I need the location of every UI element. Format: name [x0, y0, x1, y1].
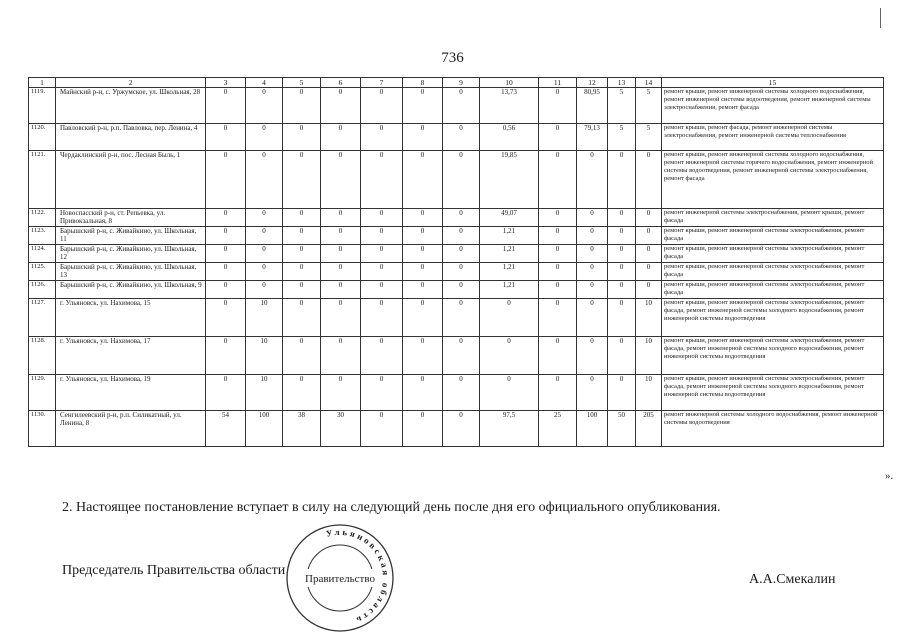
header-cell: 7 [361, 78, 403, 88]
value-cell: 0 [403, 88, 443, 124]
value-cell: 5 [636, 88, 662, 124]
table-row [29, 263, 884, 281]
value-cell: 1,21 [480, 263, 539, 281]
value-cell: 0 [403, 263, 443, 281]
value-cell: 13,73 [480, 88, 539, 124]
address-cell: Чердаклинский р-н, пос. Лесная Быль, 1 [56, 151, 206, 209]
value-cell: 0 [443, 411, 480, 447]
address-cell: г. Ульяновск, ул. Нахимова, 19 [56, 375, 206, 411]
value-cell: 0 [608, 375, 636, 411]
value-cell: 0 [283, 151, 321, 209]
value-cell: 0 [636, 151, 662, 209]
value-cell: 0 [283, 263, 321, 281]
works-cell: ремонт инженерной системы холодного водоснабжения, ремонт инженерной системы водоотведения [662, 411, 884, 447]
value-cell: 25 [539, 411, 577, 447]
value-cell: 0 [403, 411, 443, 447]
value-cell: 0 [539, 281, 577, 299]
row-index: 1128. [29, 337, 56, 375]
header-cell: 3 [206, 78, 246, 88]
value-cell: 0 [539, 124, 577, 151]
value-cell: 0 [608, 151, 636, 209]
table-row [29, 281, 884, 299]
works-cell: ремонт крыши, ремонт фасада, ремонт инженерной системы электроснабжения, ремонт инженерной системы теплоснабжения [662, 124, 884, 151]
row-index: 1119. [29, 88, 56, 124]
address-cell: Сенгилеевский р-н, р.п. Силикатный, ул. Ленина, 8 [56, 411, 206, 447]
header-cell: 8 [403, 78, 443, 88]
value-cell: 0 [577, 227, 608, 245]
address-cell: Барышский р-н, с. Живайкино, ул. Школьная, 9 [56, 281, 206, 299]
value-cell: 79,13 [577, 124, 608, 151]
header-cell: 2 [56, 78, 206, 88]
works-cell: ремонт крыши, ремонт инженерной системы электроснабжения, ремонт фасада [662, 263, 884, 281]
row-index: 1125. [29, 263, 56, 281]
value-cell: 0 [206, 263, 246, 281]
value-cell: 0 [321, 263, 361, 281]
value-cell: 0 [361, 245, 403, 263]
closing-quote: ». [885, 470, 894, 482]
table-row [29, 411, 884, 447]
value-cell: 19,85 [480, 151, 539, 209]
value-cell: 0 [321, 245, 361, 263]
value-cell: 0 [539, 245, 577, 263]
value-cell: 0 [246, 227, 283, 245]
address-cell: Барышский р-н, с. Живайкино, ул. Школьная, 13 [56, 263, 206, 281]
value-cell: 0 [361, 88, 403, 124]
header-cell: 1 [29, 78, 56, 88]
value-cell: 5 [636, 124, 662, 151]
row-index: 1130. [29, 411, 56, 447]
value-cell: 0 [283, 124, 321, 151]
value-cell: 0 [361, 151, 403, 209]
value-cell: 0 [403, 227, 443, 245]
value-cell: 0 [403, 124, 443, 151]
value-cell: 5 [608, 124, 636, 151]
value-cell: 0 [361, 227, 403, 245]
value-cell: 0 [361, 209, 403, 227]
header-cell: 14 [636, 78, 662, 88]
value-cell: 0 [443, 88, 480, 124]
value-cell: 0 [443, 375, 480, 411]
value-cell: 0 [480, 375, 539, 411]
value-cell: 0 [443, 299, 480, 337]
value-cell: 0 [443, 209, 480, 227]
value-cell: 0 [577, 245, 608, 263]
value-cell: 0 [321, 281, 361, 299]
value-cell: 0 [206, 299, 246, 337]
value-cell: 1,21 [480, 281, 539, 299]
value-cell: 0 [577, 209, 608, 227]
value-cell: 0 [246, 209, 283, 227]
value-cell: 80,95 [577, 88, 608, 124]
value-cell: 0 [403, 209, 443, 227]
value-cell: 0 [246, 281, 283, 299]
value-cell: 0 [403, 245, 443, 263]
value-cell: 0 [608, 281, 636, 299]
value-cell: 0 [577, 281, 608, 299]
value-cell: 30 [321, 411, 361, 447]
value-cell: 1,21 [480, 227, 539, 245]
row-index: 1127. [29, 299, 56, 337]
value-cell: 0 [539, 299, 577, 337]
value-cell: 0 [443, 337, 480, 375]
value-cell: 50 [608, 411, 636, 447]
table-row [29, 209, 884, 227]
address-cell: Новоспасский р-н, ст. Репьевка, ул. Привокзальная, 8 [56, 209, 206, 227]
works-cell: ремонт крыши, ремонт инженерной системы электроснабжения, ремонт фасада [662, 245, 884, 263]
table-row [29, 88, 884, 124]
address-cell: г. Ульяновск, ул. Нахимова, 15 [56, 299, 206, 337]
value-cell: 0 [246, 124, 283, 151]
value-cell: 0 [361, 411, 403, 447]
value-cell: 0 [283, 245, 321, 263]
value-cell: 0 [443, 124, 480, 151]
works-cell: ремонт инженерной системы электроснабжения, ремонт крыши, ремонт фасада [662, 209, 884, 227]
value-cell: 0 [321, 88, 361, 124]
value-cell: 0 [577, 151, 608, 209]
value-cell: 10 [636, 337, 662, 375]
value-cell: 0 [246, 245, 283, 263]
value-cell: 10 [246, 337, 283, 375]
signatory-name: А.А.Смекалин [749, 572, 836, 587]
value-cell: 0 [636, 245, 662, 263]
value-cell: 0 [403, 299, 443, 337]
value-cell: 0 [577, 263, 608, 281]
works-cell: ремонт крыши, ремонт инженерной системы электроснабжения, ремонт фасада [662, 227, 884, 245]
value-cell: 0 [361, 281, 403, 299]
header-cell: 4 [246, 78, 283, 88]
value-cell: 97,5 [480, 411, 539, 447]
value-cell: 0 [608, 245, 636, 263]
corner-mark [880, 8, 893, 28]
table-header-row [29, 78, 884, 88]
value-cell: 100 [246, 411, 283, 447]
value-cell: 205 [636, 411, 662, 447]
value-cell: 0 [539, 227, 577, 245]
value-cell: 0 [577, 375, 608, 411]
value-cell: 0 [283, 281, 321, 299]
header-cell: 11 [539, 78, 577, 88]
row-index: 1120. [29, 124, 56, 151]
row-index: 1122. [29, 209, 56, 227]
value-cell: 0 [403, 337, 443, 375]
works-cell: ремонт крыши, ремонт инженерной системы электроснабжения, ремонт фасада, ремонт инженерной системы холодного водоснабжения, ремонт инженерной системы водоотведения [662, 337, 884, 375]
value-cell: 0 [321, 375, 361, 411]
value-cell: 0 [206, 209, 246, 227]
value-cell: 0 [361, 263, 403, 281]
value-cell: 0 [608, 227, 636, 245]
value-cell: 10 [246, 375, 283, 411]
value-cell: 0 [443, 245, 480, 263]
clause-2-text: 2. Настоящее постановление вступает в силу на следующий день после дня его официального опубликования. [62, 500, 721, 515]
value-cell: 0 [403, 281, 443, 299]
value-cell: 10 [246, 299, 283, 337]
header-cell: 5 [283, 78, 321, 88]
works-cell: ремонт крыши, ремонт инженерной системы холодного водоснабжения, ремонт инженерной системы горячего водоснабжения, ремонт инженерной системы водоотведения, ремонт инженерной системы электроснабжения, ремонт фасада [662, 151, 884, 209]
value-cell: 0 [246, 263, 283, 281]
row-index: 1129. [29, 375, 56, 411]
row-index: 1126. [29, 281, 56, 299]
value-cell: 10 [636, 299, 662, 337]
header-cell: 12 [577, 78, 608, 88]
value-cell: 0 [539, 337, 577, 375]
value-cell: 5 [608, 88, 636, 124]
value-cell: 0 [443, 151, 480, 209]
row-index: 1121. [29, 151, 56, 209]
value-cell: 0 [577, 299, 608, 337]
value-cell: 0 [361, 299, 403, 337]
table-row [29, 151, 884, 209]
address-cell: Барышский р-н, с. Живайкино, ул. Школьная, 11 [56, 227, 206, 245]
value-cell: 0 [321, 227, 361, 245]
value-cell: 0 [608, 299, 636, 337]
table-row [29, 299, 884, 337]
value-cell: 0 [283, 337, 321, 375]
value-cell: 0 [403, 375, 443, 411]
value-cell: 10 [636, 375, 662, 411]
value-cell: 0 [636, 209, 662, 227]
table-row [29, 124, 884, 151]
repair-register-table [28, 77, 884, 447]
value-cell: 0 [480, 299, 539, 337]
value-cell: 100 [577, 411, 608, 447]
works-cell: ремонт крыши, ремонт инженерной системы электроснабжения, ремонт фасада, ремонт инженерной системы холодного водоснабжения, ремонт инженерной системы водоотведения [662, 375, 884, 411]
value-cell: 0 [480, 337, 539, 375]
value-cell: 0 [443, 281, 480, 299]
value-cell: 0 [321, 209, 361, 227]
value-cell: 0 [246, 151, 283, 209]
value-cell: 0 [361, 375, 403, 411]
value-cell: 0 [361, 124, 403, 151]
value-cell: 0 [361, 337, 403, 375]
value-cell: 0 [608, 337, 636, 375]
value-cell: 0 [636, 281, 662, 299]
table-row [29, 227, 884, 245]
value-cell: 49,07 [480, 209, 539, 227]
table-row [29, 245, 884, 263]
value-cell: 0 [283, 209, 321, 227]
value-cell: 0 [283, 227, 321, 245]
official-seal [284, 522, 396, 634]
value-cell: 0 [577, 337, 608, 375]
address-cell: Майнский р-н, с. Уржумское, ул. Школьная, 28 [56, 88, 206, 124]
value-cell: 0 [443, 227, 480, 245]
value-cell: 0 [321, 299, 361, 337]
value-cell: 38 [283, 411, 321, 447]
value-cell: 0 [206, 245, 246, 263]
value-cell: 0 [608, 209, 636, 227]
page-number: 736 [441, 50, 464, 66]
value-cell: 0 [321, 151, 361, 209]
value-cell: 0 [539, 151, 577, 209]
seal-center-text: Правительство [305, 573, 375, 585]
value-cell: 0 [539, 209, 577, 227]
value-cell: 0 [246, 88, 283, 124]
address-cell: Барышский р-н, с. Живайкино, ул. Школьная, 12 [56, 245, 206, 263]
value-cell: 0 [206, 227, 246, 245]
signatory-title: Председатель Правительства области [62, 563, 286, 578]
table-row [29, 375, 884, 411]
value-cell: 0 [539, 88, 577, 124]
address-cell: г. Ульяновск, ул. Нахимова, 17 [56, 337, 206, 375]
header-cell: 6 [321, 78, 361, 88]
value-cell: 1,21 [480, 245, 539, 263]
table-row [29, 337, 884, 375]
value-cell: 0 [206, 281, 246, 299]
works-cell: ремонт крыши, ремонт инженерной системы электроснабжения, ремонт фасада, ремонт инженерной системы холодного водоснабжения, ремонт инженерной системы водоотведения [662, 299, 884, 337]
works-cell: ремонт крыши, ремонт инженерной системы холодного водоснабжения, ремонт инженерной системы водоотведения, ремонт инженерной системы электроснабжения, ремонт фасада [662, 88, 884, 124]
value-cell: 0 [321, 124, 361, 151]
value-cell: 0 [206, 88, 246, 124]
value-cell: 0 [539, 375, 577, 411]
row-index: 1124. [29, 245, 56, 263]
value-cell: 0 [403, 151, 443, 209]
value-cell: 0 [206, 151, 246, 209]
header-cell: 10 [480, 78, 539, 88]
value-cell: 0 [206, 124, 246, 151]
value-cell: 0,56 [480, 124, 539, 151]
row-index: 1123. [29, 227, 56, 245]
value-cell: 0 [636, 263, 662, 281]
header-cell: 9 [443, 78, 480, 88]
seal-ring-text: Ульяновская область [324, 526, 392, 627]
value-cell: 0 [283, 88, 321, 124]
header-cell: 15 [662, 78, 884, 88]
header-cell: 13 [608, 78, 636, 88]
works-cell: ремонт крыши, ремонт инженерной системы электроснабжения, ремонт фасада [662, 281, 884, 299]
value-cell: 0 [636, 227, 662, 245]
value-cell: 0 [206, 375, 246, 411]
value-cell: 0 [321, 337, 361, 375]
value-cell: 0 [206, 337, 246, 375]
value-cell: 0 [283, 299, 321, 337]
value-cell: 0 [608, 263, 636, 281]
address-cell: Павловский р-н, р.п. Павловка, пер. Ленина, 4 [56, 124, 206, 151]
value-cell: 0 [283, 375, 321, 411]
value-cell: 0 [443, 263, 480, 281]
value-cell: 0 [539, 263, 577, 281]
value-cell: 54 [206, 411, 246, 447]
